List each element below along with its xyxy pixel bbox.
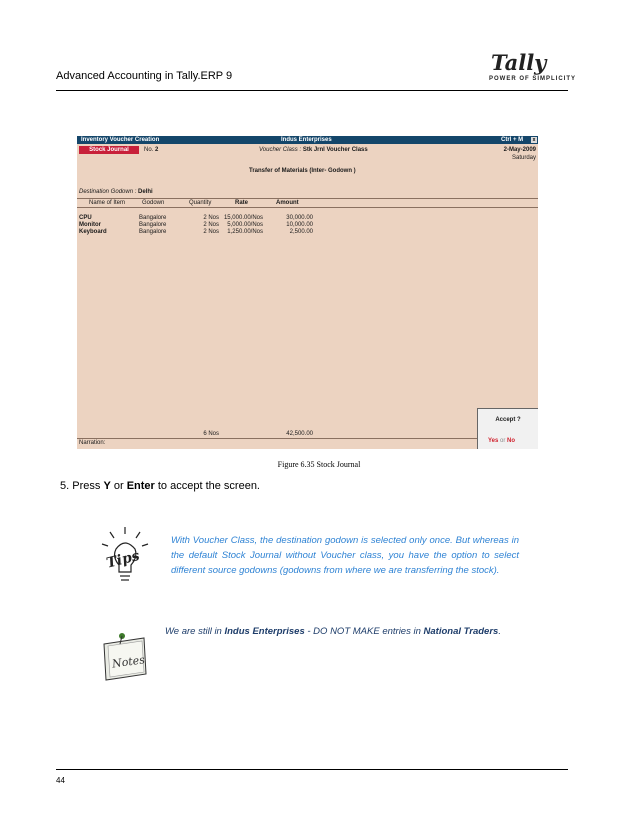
figure-caption: Figure 6.35 Stock Journal [277, 460, 361, 469]
row-godown: Bangalore [139, 229, 167, 235]
table-row [77, 222, 538, 229]
step-key-y: Y [103, 480, 111, 492]
step-text-3: to accept the screen. [157, 480, 260, 492]
col-godown: Godown [142, 200, 165, 206]
row-rate: 15,000.00/Nos [223, 215, 263, 221]
narration-field[interactable] [77, 438, 538, 448]
header-rule [56, 90, 568, 91]
col-quantity: Quantity [189, 200, 212, 206]
voucher-type-badge: Stock Journal [79, 146, 139, 154]
row-godown: Bangalore [139, 215, 167, 221]
notes-icon [98, 632, 150, 682]
row-rate: 5,000.00/Nos [227, 222, 263, 228]
step-number: 5. [60, 480, 70, 492]
accept-or-text: or [500, 438, 506, 444]
accept-yes-button[interactable]: Yes [488, 438, 499, 444]
row-item: Keyboard [79, 229, 107, 235]
narration-label: Narration: [79, 440, 106, 446]
table-row [77, 215, 538, 222]
screen-titlebar [77, 136, 538, 144]
titlebar-shortcut: Ctrl + M [501, 137, 524, 143]
titlebar-company: Indus Enterprises [281, 137, 332, 143]
accept-no-button[interactable]: No [507, 438, 516, 444]
notes-company: Indus Enterprises [224, 626, 305, 637]
accept-options [488, 438, 515, 444]
col-amount: Amount [276, 200, 299, 206]
column-header [77, 198, 538, 208]
close-icon[interactable]: x [532, 137, 536, 143]
accept-dialog [477, 408, 538, 449]
notes-text-2: - DO NOT MAKE entries in [307, 626, 421, 637]
titlebar-left: Inventory Voucher Creation [81, 137, 160, 143]
page-number: 44 [56, 776, 65, 785]
row-amount: 2,500.00 [289, 229, 313, 235]
notes-other-company: National Traders [423, 626, 499, 637]
notes-icon-label: Notes [111, 653, 146, 671]
voucher-class [259, 146, 368, 154]
tips-text: With Voucher Class, the destination godown is selected only once. But whereas in the default Stock Journal without Voucher class, you have the option to select different source godowns (godowns from where we are transferring the stock). [171, 535, 519, 576]
tips-icon [98, 525, 152, 587]
row-rate: 1,250.00/Nos [227, 229, 263, 235]
row-qty: 2 Nos [203, 229, 219, 235]
row-item: CPU [79, 215, 92, 221]
row-qty: 2 Nos [203, 215, 219, 221]
accept-question: Accept ? [495, 417, 521, 423]
totals-row [77, 431, 538, 438]
destination-label: Destination Godown : [79, 189, 137, 195]
logo-text: Tally [491, 50, 547, 75]
row-amount: 30,000.00 [286, 215, 313, 221]
voucher-no-value: 2 [155, 147, 159, 153]
voucher-no-label: No. [144, 147, 154, 153]
col-item: Name of Item [89, 200, 126, 206]
total-qty: 6 Nos [203, 431, 219, 437]
tips-icon-label: Tips [104, 547, 142, 572]
row-qty: 2 Nos [203, 222, 219, 228]
step-instruction [60, 480, 260, 492]
destination-godown [79, 189, 153, 195]
step-text-1: Press [72, 480, 101, 492]
notes-text-3: . [498, 626, 501, 637]
transfer-title: Transfer of Materials (Inter- Godown ) [249, 168, 356, 174]
row-amount: 10,000.00 [286, 222, 313, 228]
tally-logo [489, 50, 577, 86]
notes-text [165, 624, 517, 639]
voucher-day: Saturday [511, 155, 536, 161]
voucher-number [144, 146, 158, 154]
notes-text-1: We are still in [165, 626, 222, 637]
document-title: Advanced Accounting in Tally.ERP 9 [56, 70, 233, 82]
footer-rule [56, 769, 568, 770]
row-item: Monitor [79, 222, 101, 228]
col-rate: Rate [235, 200, 249, 206]
tally-screenshot [77, 136, 538, 449]
voucher-class-value: Stk Jrnl Voucher Class [302, 147, 368, 153]
row-godown: Bangalore [139, 222, 167, 228]
step-key-enter: Enter [126, 480, 155, 492]
voucher-class-label: Voucher Class : [259, 147, 302, 153]
total-amount: 42,500.00 [286, 431, 313, 437]
step-text-2: or [113, 480, 124, 492]
destination-value: Delhi [138, 189, 153, 195]
voucher-date: 2-May-2009 [503, 147, 536, 153]
logo-tagline: POWER OF SIMPLICITY [489, 76, 577, 82]
table-row [77, 229, 538, 236]
